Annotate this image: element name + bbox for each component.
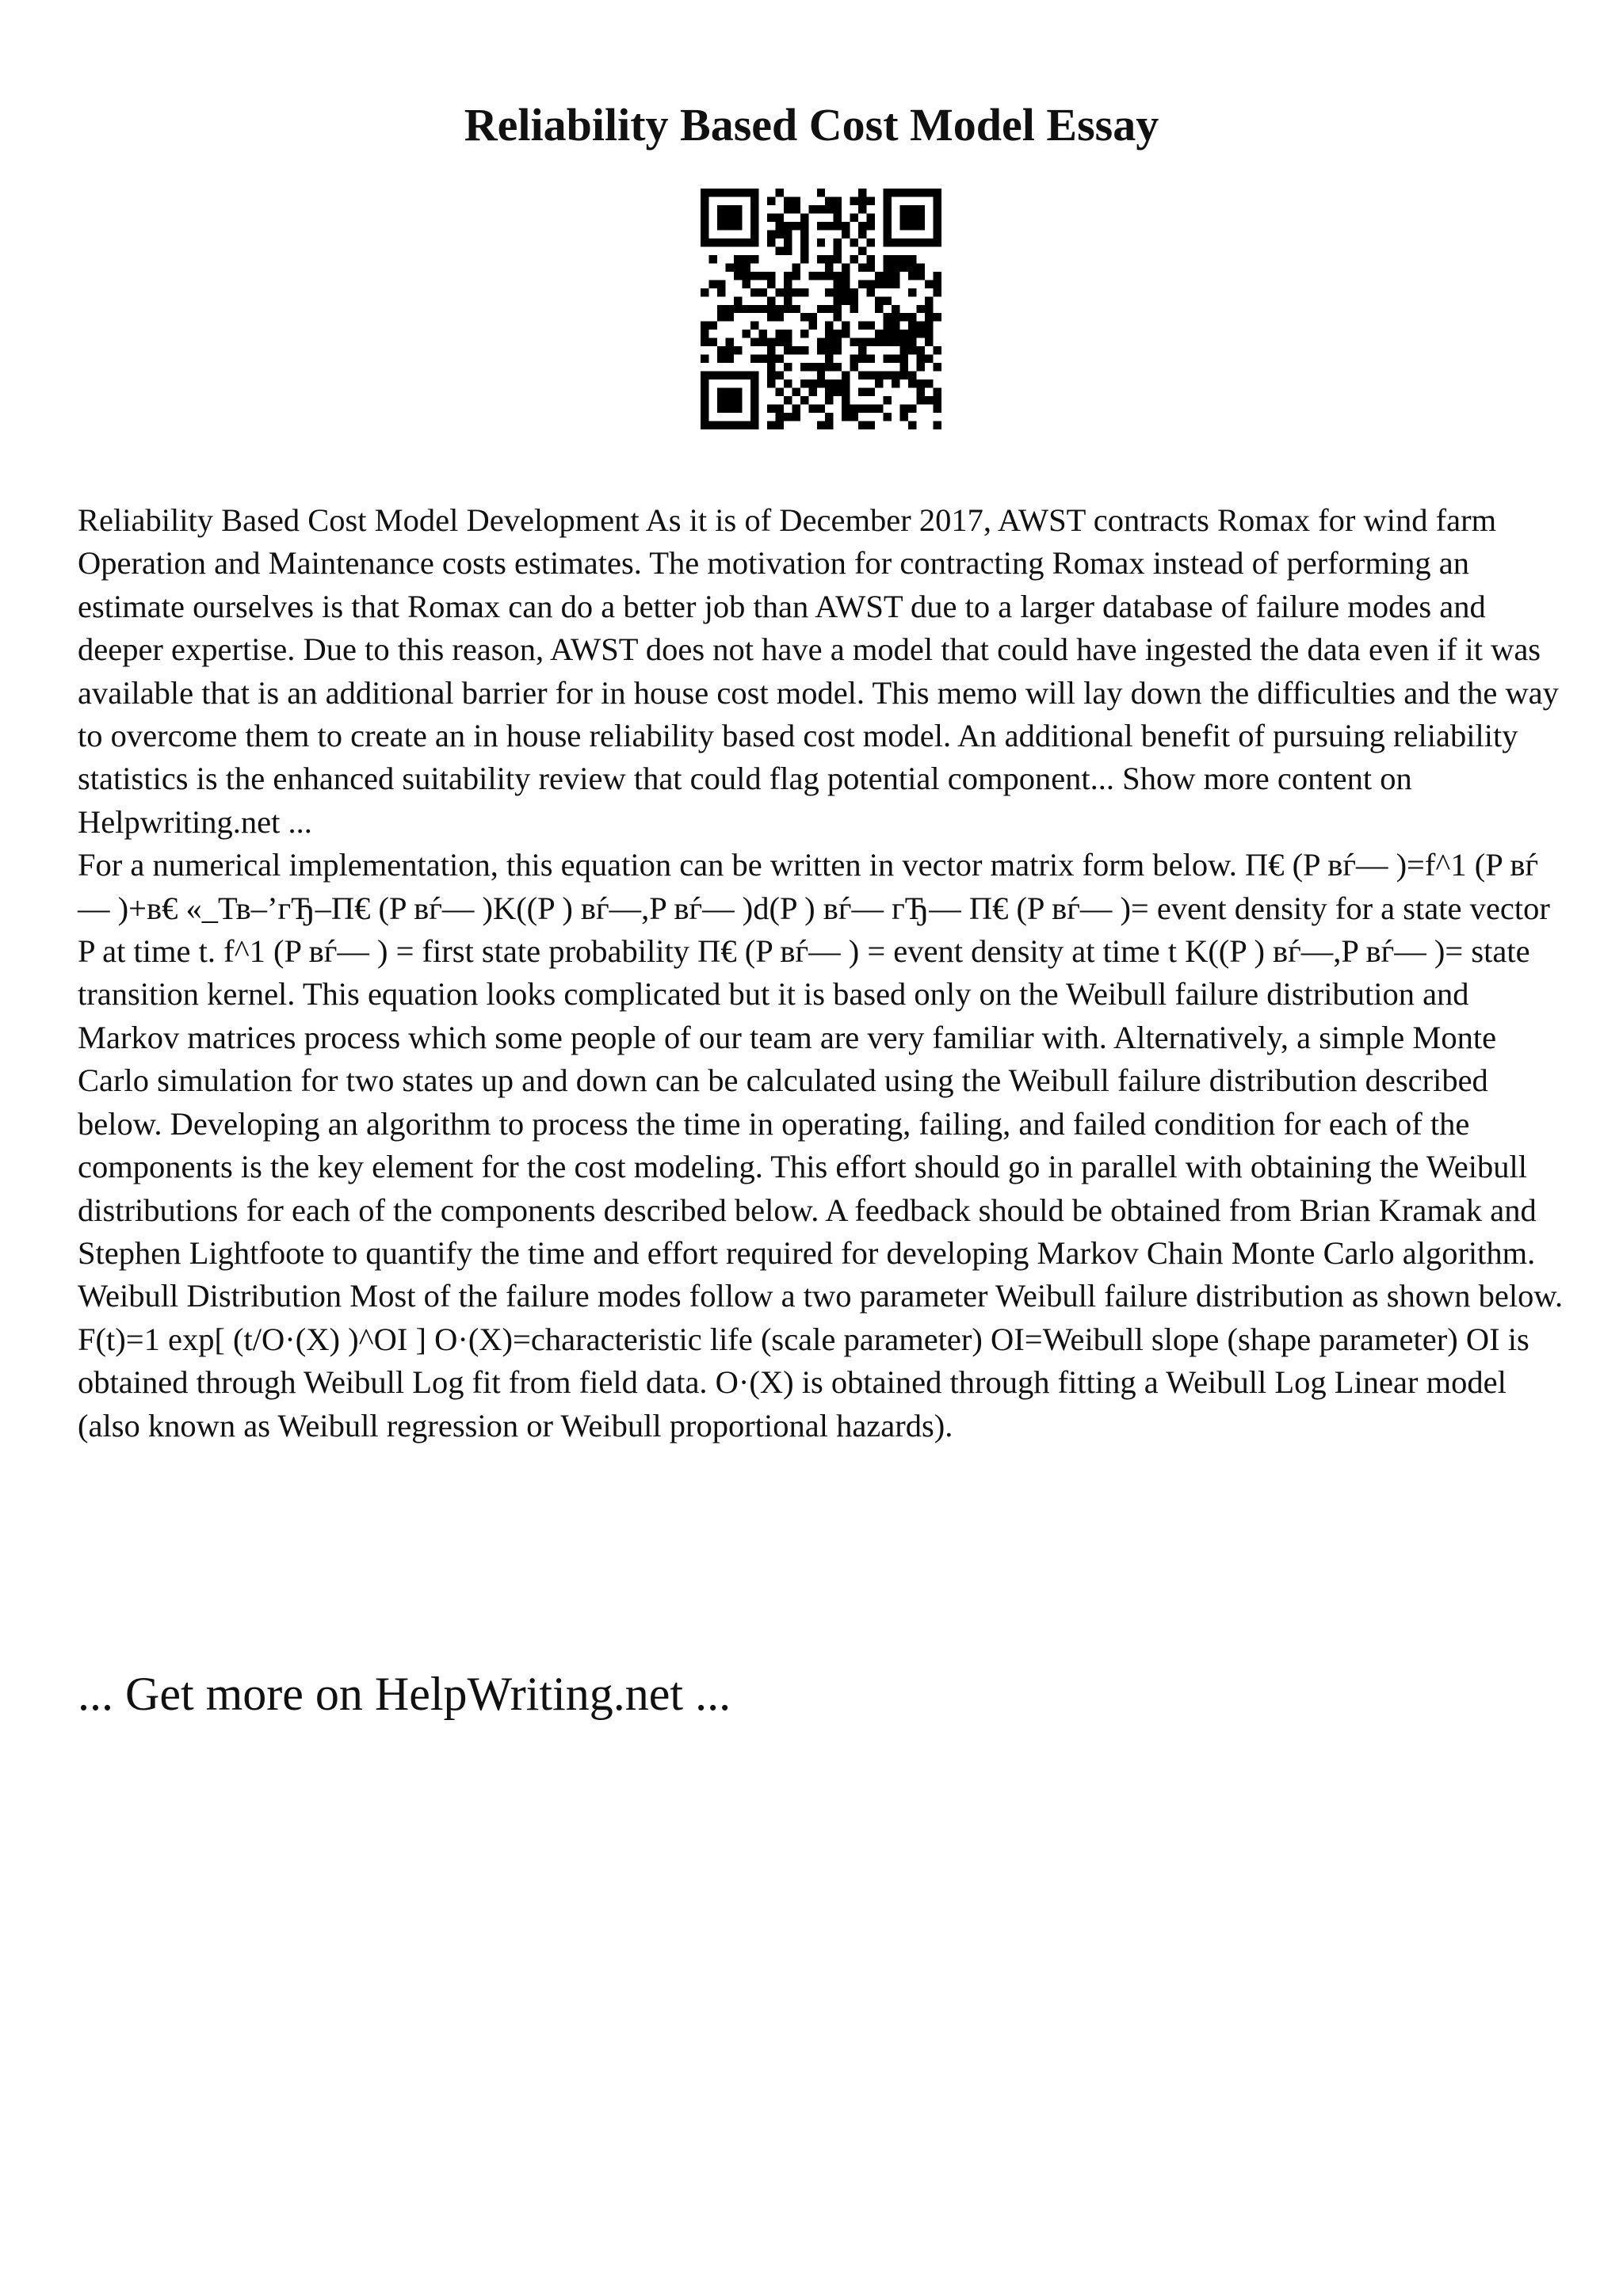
qr-code-icon xyxy=(701,189,941,429)
get-more-link[interactable]: ... Get more on HelpWriting.net ... xyxy=(78,1668,731,1720)
essay-paragraph-intro: Reliability Based Cost Model Development As it is of December 2017, AWST contracts Romax for wind farm Operation and Maintenance costs estimates. The motivation for contracting Romax instead of performing an estimate ourselves is that Romax can do a better job than AWST due to a larger database of failure modes and deeper expertise. Due to this reason, AWST does not have a model that could have ingested the data even if it was available that is an additional barrier for in house cost model. This memo will lay down the difficulties and the way to overcome them to create an in house reliability based cost model. An additional benefit of pursuing reliability statistics is the enhanced suitability review that could flag potential component... Show more content on Helpwriting.net ... xyxy=(78,502,1559,840)
essay-paragraph-method: For a numerical implementation, this equation can be written in vector matrix form below. П€ (P вѓ— )=f^1 (P вѓ— )+в€ «_Тв–’гЂ–П€ (P вѓ— )K((P ) вѓ—,P вѓ— )d(P ) вѓ— гЂ— П€ (P вѓ— )= event density for a state vector P at time t. f^1 (P вѓ— ) = first state probability П€ (P вѓ— ) = event density at time t K((P ) вѓ—,P вѓ— )= state transition kernel. This equation looks complicated but it is based only on the Weibull failure distribution and Markov matrices process which some people of our team are very familiar with. Alternatively, a simple Monte Carlo simulation for two states up and down can be calculated using the Weibull failure distribution described below. Developing an algorithm to process the time in operating, failing, and failed condition for each of the components is the key element for the cost modeling. This effort should go in parallel with obtaining the Weibull distributions for each of the components described below. A feedback should be obtained from Brian Kramak and Stephen Lightfoote to quantify the time and effort required for developing Markov Chain Monte Carlo algorithm. Weibull Distribution Most of the failure modes follow a two parameter Weibull failure distribution as shown below. F(t)=1 exp[ (t/О·(X) )^ОІ ] О·(X)=characteristic life (scale parameter) ОІ=Weibull slope (shape parameter) ОІ is obtained through Weibull Log fit from field data. О·(X) is obtained through fitting a Weibull Log Linear model (also known as Weibull regression or Weibull proportional hazards). xyxy=(78,847,1564,1444)
essay-body xyxy=(78,499,1568,1447)
page-title: Reliability Based Cost Model Essay xyxy=(464,99,1159,151)
